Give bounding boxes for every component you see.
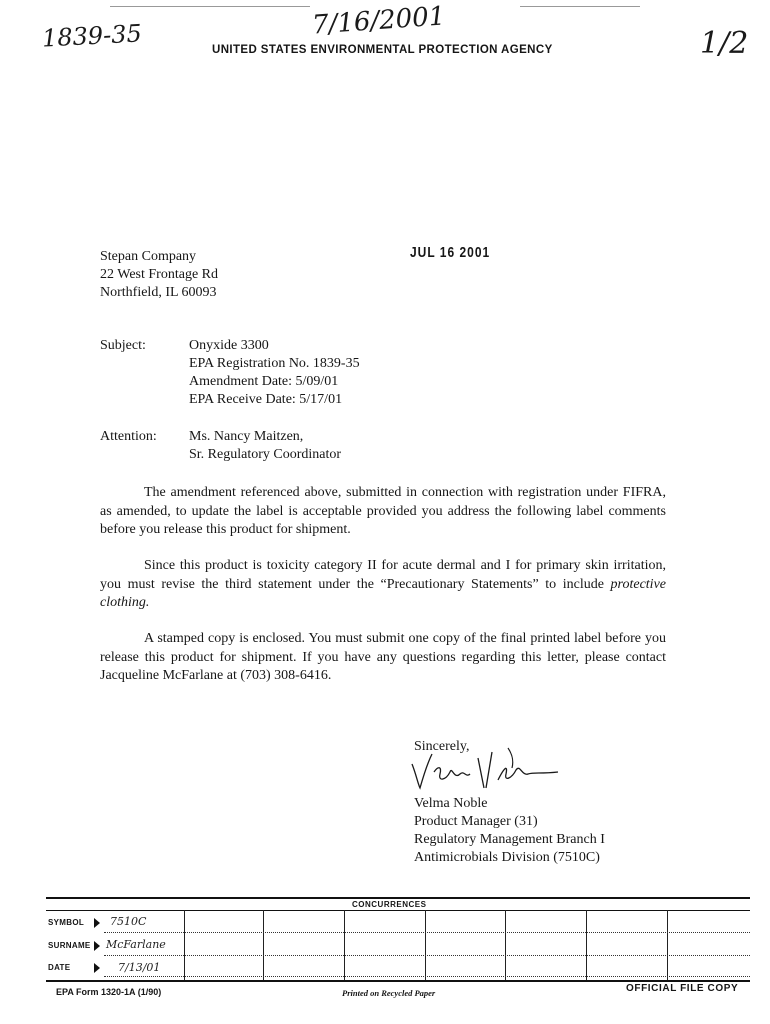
body-paragraph-2-text: Since this product is toxicity category II for acute dermal and I for primary skin irritation, you must revise the third statement under the “Precautionary Statements” to include xyxy=(100,558,666,592)
concurrence-date-mark: 7/13/01 xyxy=(118,961,161,974)
signer-title-1: Product Manager (31) xyxy=(414,814,538,829)
addressee-street: 22 West Frontage Rd xyxy=(100,267,218,282)
handwritten-registration-number: 1839-35 xyxy=(41,19,143,53)
col-divider-6 xyxy=(586,910,587,980)
header-rule-right xyxy=(520,6,640,7)
concurrence-surname-mark: McFarlane xyxy=(106,938,166,951)
official-file-copy: OFFICIAL FILE COPY xyxy=(626,983,739,994)
row-line-date xyxy=(104,976,750,977)
received-date-stamp: JUL 16 2001 xyxy=(410,243,491,261)
row-arrow-date xyxy=(94,963,100,973)
subject-registration: EPA Registration No. 1839-35 xyxy=(189,356,360,371)
attention-label: Attention: xyxy=(100,429,157,444)
attention-title: Sr. Regulatory Coordinator xyxy=(189,447,342,462)
row-arrow-surname xyxy=(94,941,100,951)
body-paragraph-1: The amendment referenced above, submitted in connection with registration under FIFRA, as amended, to update the label is acceptable provided you address the following label comments before you release this product for shipment. xyxy=(100,485,666,537)
addressee-company: Stepan Company xyxy=(100,249,197,264)
signer-title-3: Antimicrobials Division (7510C) xyxy=(414,850,600,865)
emphasized-protective-clothing: protective clothing. xyxy=(100,576,666,610)
concurrence-symbol-mark: 7510C xyxy=(110,915,147,928)
col-divider-7 xyxy=(667,910,668,980)
concurrences-top-rule xyxy=(46,897,750,899)
addressee-city: Northfield, IL 60093 xyxy=(100,285,217,300)
body-paragraph-3: A stamped copy is enclosed. You must submit one copy of the final printed label before you release this product for shipment. If you have any questions regarding this letter, please contact Jacqueline McFarlane at (703) 308-6416. xyxy=(100,631,666,683)
row-line-symbol xyxy=(104,932,750,933)
body-paragraph-2 xyxy=(100,557,666,613)
concurrences-bottom-rule xyxy=(46,980,750,982)
attention-name: Ms. Nancy Maitzen, xyxy=(189,429,304,444)
signer-title-2: Regulatory Management Branch I xyxy=(414,832,605,847)
header-rule xyxy=(110,6,310,7)
row-label-symbol: SYMBOL xyxy=(48,918,85,927)
col-divider-1 xyxy=(184,910,185,980)
concurrences-heading: CONCURRENCES xyxy=(352,900,427,909)
subject-product: Onyxide 3300 xyxy=(189,338,269,353)
subject-amendment-date: Amendment Date: 5/09/01 xyxy=(189,374,339,389)
recycled-paper-note: Printed on Recycled Paper xyxy=(342,988,436,998)
col-divider-4 xyxy=(425,910,426,980)
form-number: EPA Form 1320-1A (1/90) xyxy=(56,987,162,997)
handwritten-signature xyxy=(408,744,578,794)
row-line-surname xyxy=(104,955,750,956)
subject-label: Subject: xyxy=(100,338,146,353)
handwritten-page-number: 1/2 xyxy=(700,26,749,61)
signer-name: Velma Noble xyxy=(414,796,488,811)
col-divider-2 xyxy=(263,910,264,980)
agency-heading: UNITED STATES ENVIRONMENTAL PROTECTION AGENCY xyxy=(212,44,553,56)
closing-sincerely: Sincerely, xyxy=(414,739,470,754)
col-divider-3 xyxy=(344,910,345,980)
col-divider-5 xyxy=(505,910,506,980)
concurrences-header-rule xyxy=(46,910,750,911)
subject-receive-date: EPA Receive Date: 5/17/01 xyxy=(189,392,343,407)
handwritten-date: 7/16/2001 xyxy=(311,1,447,41)
row-arrow-symbol xyxy=(94,918,100,928)
row-label-surname: SURNAME xyxy=(48,941,91,950)
row-label-date: DATE xyxy=(48,963,71,972)
